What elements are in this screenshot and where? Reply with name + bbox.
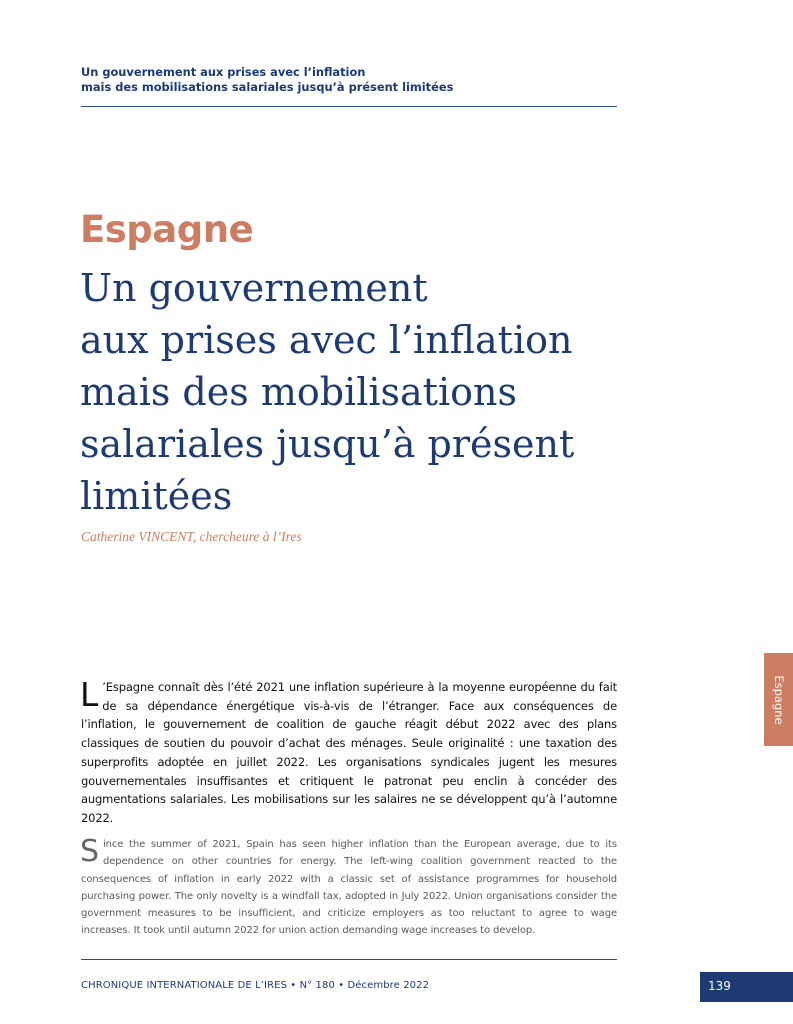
author-byline: Catherine VINCENT, chercheure à l’Ires <box>81 529 302 544</box>
title-line: salariales jusqu’à présent <box>80 422 575 466</box>
header-divider <box>81 106 617 107</box>
running-head-line-1: Un gouvernement aux prises avec l’inflation <box>81 65 366 79</box>
footer-divider <box>81 959 617 960</box>
abstract-english <box>81 836 617 940</box>
abstract-french <box>80 675 617 828</box>
title-line: Un gouvernement <box>80 266 428 310</box>
title-line: aux prises avec l’inflation <box>80 318 573 362</box>
article-title <box>80 262 640 522</box>
title-line: limitées <box>80 474 233 518</box>
title-line: mais des mobilisations <box>80 370 517 414</box>
country-heading: Espagne <box>80 208 254 251</box>
side-tab-label: Espagne <box>771 674 786 725</box>
abstract-english-text: ince the summer of 2021, Spain has seen higher inflation than the European average, due to its dependence on other countries for energy. The left-wing coalition government reacted to the consequences of inflation in early 2022 with a classic set of assistance programmes for household purchasing power. The only novelty is a windfall tax, adopted in July 2022. Union organisations consider the government measures to be insufficient, and criticize employers as too reluctant to agree to wage increases. It took until autumn 2022 for union action demanding wage increases to develop. <box>81 839 617 937</box>
section-side-tab <box>764 653 793 746</box>
running-head-line-2: mais des mobilisations salariales jusqu’à présent limitées <box>81 80 454 94</box>
abstract-french-text: ’Espagne connaît dès l’été 2021 une inflation supérieure à la moyenne européenne du fait de sa dépendance énergétique vis-à-vis de l’étranger. Face aux conséquences de l’inflation, le gouvernement de coalition de gauche réagit début 2022 avec des plans classiques de soutien du pouvoir d’achat des ménages. Seule originalité : une taxation des superprofits adoptée en juillet 2022. Les organisations syndicales jugent les mesures gouvernementales insuffisantes et critiquent le patronat peu enclin à concéder des augmentations salariales. Les mobilisations sur les salaires ne se développent qu’à l’automne 2022. <box>81 680 617 825</box>
dropcap-letter: S <box>80 834 99 869</box>
dropcap-letter: L <box>80 675 99 714</box>
page-number: 139 <box>708 979 731 993</box>
running-head <box>81 65 621 95</box>
footer-journal-info: CHRONIQUE INTERNATIONALE DE L’IRES • N° 180 • Décembre 2022 <box>81 980 430 991</box>
page-number-box <box>700 972 793 1002</box>
